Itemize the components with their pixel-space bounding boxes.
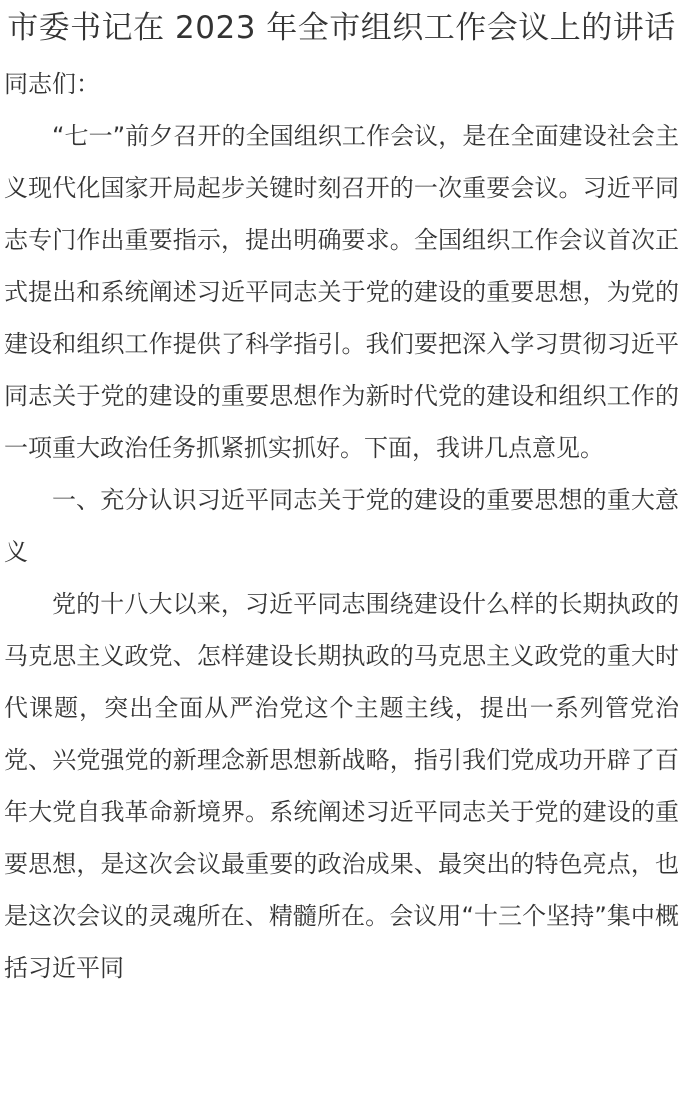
greeting-line: 同志们：	[4, 70, 100, 98]
section-heading-1: 一、充分认识习近平同志关于党的建设的重要思想的重大意义	[4, 486, 679, 566]
document-title: 市委书记在 2023 年全市组织工作会议上的讲话	[7, 10, 676, 46]
paragraph-intro: “七一”前夕召开的全国组织工作会议，是在全面建设社会主义现代化国家开局起步关键时刻召开的一次重要会议。习近平同志专门作出重要指示，提出明确要求。全国组织工作会议首次正式提出和系统阐述习近平同志关于党的建设的重要思想，为党的建设和组织工作提供了科学指引。我们要把深入学习贯彻习近平同志关于党的建设的重要思想作为新时代党的建设和组织工作的一项重大政治任务抓紧抓实抓好。下面，我讲几点意见。	[4, 122, 679, 462]
paragraph-body: 党的十八大以来，习近平同志围绕建设什么样的长期执政的马克思主义政党、怎样建设长期执政的马克思主义政党的重大时代课题，突出全面从严治党这个主题主线，提出一系列管党治党、兴党强党的新理念新思想新战略，指引我们党成功开辟了百年大党自我革命新境界。系统阐述习近平同志关于党的建设的重要思想，是这次会议最重要的政治成果、最突出的特色亮点，也是这次会议的灵魂所在、精髓所在。会议用“十三个坚持”集中概括习近平同	[4, 590, 679, 982]
